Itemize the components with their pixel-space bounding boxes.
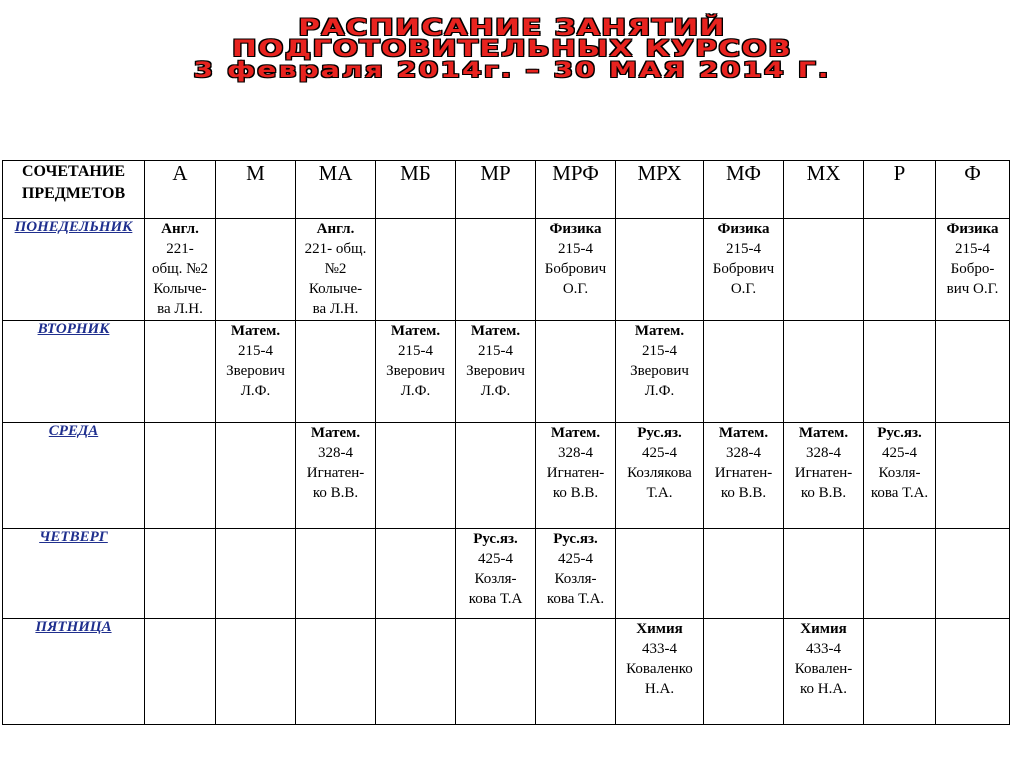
schedule-cell	[784, 619, 864, 725]
table-row	[3, 529, 1010, 619]
room-and-teacher: 215-4 Зверович Л.Ф.	[386, 343, 445, 399]
schedule-cell	[376, 423, 456, 529]
schedule-cell	[145, 619, 216, 725]
corner-header: СОЧЕТАНИЕ ПРЕДМЕТОВ	[3, 161, 145, 219]
room-and-teacher: 328-4 Игнатен- ко В.В.	[714, 445, 773, 501]
schedule-cell	[536, 619, 616, 725]
schedule-cell	[936, 219, 1010, 321]
day-label: ПОНЕДЕЛЬНИК	[3, 219, 145, 321]
day-label: ВТОРНИК	[3, 321, 145, 423]
schedule-cell	[784, 529, 864, 619]
room-and-teacher: 328-4 Игнатен- ко В.В.	[794, 445, 853, 501]
room-and-teacher: 425-4 Козлякова Т.А.	[627, 445, 692, 501]
room-and-teacher: 425-4 Козля- кова Т.А	[468, 551, 523, 607]
subject-name: Матем.	[310, 425, 361, 441]
schedule-cell	[936, 321, 1010, 423]
title-line-1: РАСПИСАНИЕ ЗАНЯТИЙ	[298, 16, 726, 41]
schedule-cell	[784, 321, 864, 423]
subject-name: Матем.	[798, 425, 849, 441]
schedule-cell	[376, 321, 456, 423]
schedule-cell	[216, 619, 296, 725]
schedule-cell	[864, 619, 936, 725]
day-label: ЧЕТВЕРГ	[3, 529, 145, 619]
schedule-cell	[936, 529, 1010, 619]
day-label: СРЕДА	[3, 423, 145, 529]
schedule-cell	[704, 423, 784, 529]
schedule-cell	[936, 423, 1010, 529]
subject-name: Матем.	[718, 425, 769, 441]
schedule-cell	[864, 219, 936, 321]
subject-name: Матем.	[634, 323, 685, 339]
schedule-cell	[536, 219, 616, 321]
room-and-teacher: 328-4 Игнатен- ко В.В.	[546, 445, 605, 501]
schedule-cell	[784, 423, 864, 529]
subject-name: Рус.яз.	[553, 531, 598, 547]
title-line-2: ПОДГОТОВИТЕЛЬНЫХ КУРСОВ	[231, 37, 793, 62]
table-row	[3, 219, 1010, 321]
schedule-cell	[145, 529, 216, 619]
schedule-cell	[704, 619, 784, 725]
room-and-teacher: 215-4 Зверович Л.Ф.	[466, 343, 525, 399]
column-header: А	[145, 161, 216, 219]
schedule-cell	[145, 219, 216, 321]
schedule-cell	[704, 529, 784, 619]
schedule-cell	[864, 423, 936, 529]
schedule-cell	[456, 529, 536, 619]
schedule-cell	[784, 219, 864, 321]
subject-name: Химия	[800, 621, 847, 637]
column-header: МРФ	[536, 161, 616, 219]
room-and-teacher: 215-4 Бобрович О.Г.	[712, 241, 775, 297]
schedule-cell	[936, 619, 1010, 725]
column-header: МБ	[376, 161, 456, 219]
schedule-cell	[376, 619, 456, 725]
schedule-table	[2, 160, 1010, 725]
schedule-cell	[456, 619, 536, 725]
schedule-cell	[616, 321, 704, 423]
subject-name: Рус.яз.	[877, 425, 922, 441]
table-row	[3, 423, 1010, 529]
schedule-cell	[616, 423, 704, 529]
room-and-teacher: 215-4 Бобрович О.Г.	[544, 241, 607, 297]
subject-name: Матем.	[390, 323, 441, 339]
schedule-cell	[216, 423, 296, 529]
room-and-teacher: 433-4 Ковален- ко Н.А.	[794, 641, 853, 697]
schedule-cell	[704, 219, 784, 321]
subject-name: Рус.яз.	[637, 425, 682, 441]
column-header: МФ	[704, 161, 784, 219]
room-and-teacher: 433-4 Коваленко Н.А.	[626, 641, 693, 697]
schedule-cell	[456, 321, 536, 423]
schedule-cell	[296, 321, 376, 423]
subject-name: Физика	[946, 221, 999, 237]
column-header: МРХ	[616, 161, 704, 219]
subject-name: Матем.	[550, 425, 601, 441]
column-header: Ф	[936, 161, 1010, 219]
schedule-cell	[536, 321, 616, 423]
subject-name: Рус.яз.	[473, 531, 518, 547]
schedule-cell	[216, 219, 296, 321]
schedule-cell	[864, 529, 936, 619]
schedule-title	[0, 18, 1024, 81]
column-header: Р	[864, 161, 936, 219]
subject-name: Матем.	[230, 323, 281, 339]
room-and-teacher: 425-4 Козля- кова Т.А.	[546, 551, 605, 607]
title-line-3-date-range: 3 февраля 2014г. – 30 МАЯ 2014 Г.	[193, 58, 831, 82]
room-and-teacher: 221- общ. №2 Колыче- ва Л.Н.	[304, 241, 367, 317]
table-row	[3, 321, 1010, 423]
schedule-cell	[145, 423, 216, 529]
schedule-cell	[296, 619, 376, 725]
column-header: МХ	[784, 161, 864, 219]
room-and-teacher: 215-4 Зверович Л.Ф.	[630, 343, 689, 399]
subject-name: Физика	[717, 221, 770, 237]
schedule-cell	[616, 619, 704, 725]
schedule-cell	[216, 321, 296, 423]
column-header: МР	[456, 161, 536, 219]
schedule-cell	[456, 219, 536, 321]
schedule-cell	[616, 219, 704, 321]
column-header: М	[216, 161, 296, 219]
schedule-cell	[376, 219, 456, 321]
table-row	[3, 619, 1010, 725]
room-and-teacher: 425-4 Козля- кова Т.А.	[870, 445, 929, 501]
subject-name: Англ.	[161, 221, 199, 237]
schedule-cell	[296, 423, 376, 529]
schedule-cell	[864, 321, 936, 423]
subject-name: Физика	[549, 221, 602, 237]
schedule-cell	[216, 529, 296, 619]
room-and-teacher: 221- общ. №2 Колыче- ва Л.Н.	[152, 241, 208, 317]
schedule-cell	[456, 423, 536, 529]
schedule-cell	[296, 529, 376, 619]
schedule-cell	[704, 321, 784, 423]
schedule-cell	[376, 529, 456, 619]
schedule-cell	[296, 219, 376, 321]
subject-name: Англ.	[316, 221, 355, 237]
header-row	[3, 161, 1010, 219]
column-header: МА	[296, 161, 376, 219]
room-and-teacher: 215-4 Зверович Л.Ф.	[226, 343, 285, 399]
room-and-teacher: 215-4 Бобро- вич О.Г.	[946, 241, 999, 297]
schedule-cell	[616, 529, 704, 619]
schedule-cell	[536, 423, 616, 529]
schedule-body	[3, 219, 1010, 725]
subject-name: Матем.	[470, 323, 521, 339]
day-label: ПЯТНИЦА	[3, 619, 145, 725]
room-and-teacher: 328-4 Игнатен- ко В.В.	[306, 445, 365, 501]
schedule-cell	[536, 529, 616, 619]
schedule-cell	[145, 321, 216, 423]
subject-name: Химия	[636, 621, 683, 637]
